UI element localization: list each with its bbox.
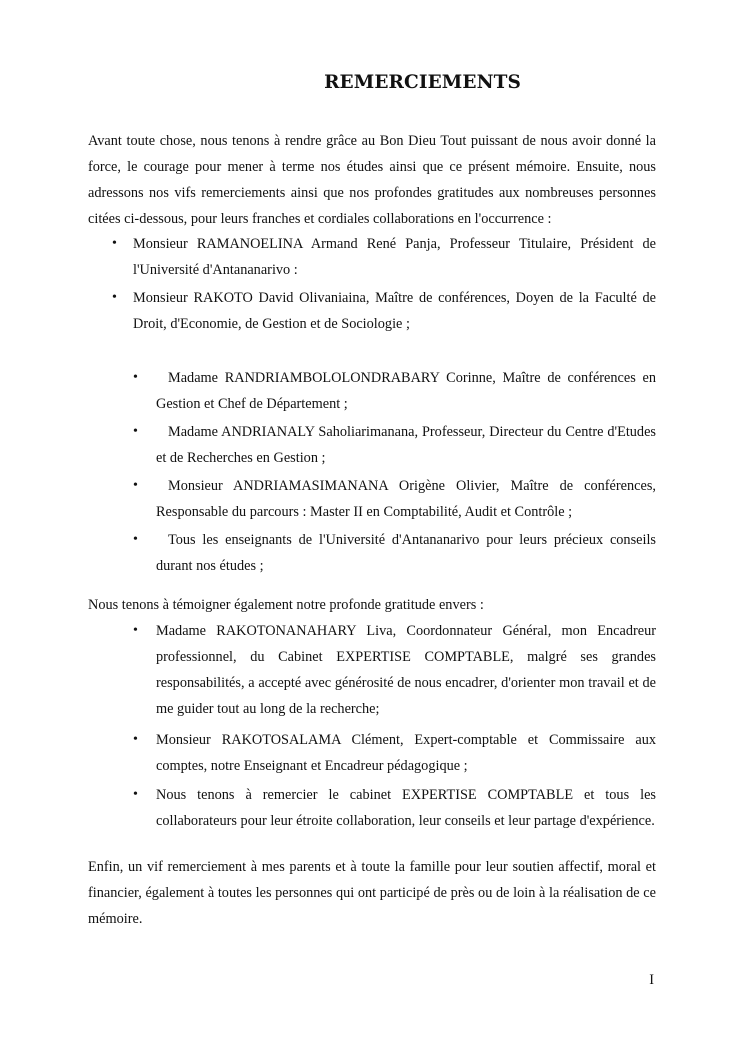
page-title: REMERCIEMENTS <box>324 72 521 93</box>
list-item <box>88 285 656 337</box>
closing-paragraph: Enfin, un vif remerciement à mes parents et à toute la famille pour leur soutien affectif, moral et financier, également à toutes les personnes qui ont participé de près ou de loin à la réalisation de ce mémoire. <box>88 859 656 927</box>
list-item <box>88 231 656 283</box>
list-item-text: Madame RANDRIAMBOLOLONDRABARY Corinne, Maître de conférences en Gestion et Chef de Département ; <box>156 370 656 412</box>
bullet-icon: • <box>133 787 138 802</box>
list-item <box>88 473 656 525</box>
officials-list <box>88 231 656 337</box>
list-item-text: Madame RAKOTONANAHARY Liva, Coordonnateur Général, mon Encadreur professionnel, du Cabinet EXPERTISE COMPTABLE, malgré ses grandes responsabilités, a accepté avec générosité de nous encadrer, d'orienter mon travail et de me guider tout au long de la recherche; <box>156 623 656 717</box>
list-item <box>88 527 656 579</box>
list-item <box>88 727 656 779</box>
intro-paragraph: Avant toute chose, nous tenons à rendre grâce au Bon Dieu Tout puissant de nous avoir donné la force, le courage pour mener à terme nos études ainsi que ce présent mémoire. Ensuite, nous adressons nos vifs remerciements ainsi que nos profondes gratitudes aux nombreuses personnes citées ci-dessous, pour leurs franches et cordiales collaborations en l'occurrence : <box>88 133 656 227</box>
bullet-icon: • <box>133 424 138 439</box>
list-item <box>88 782 656 834</box>
list-item-text: Nous tenons à remercier le cabinet EXPERTISE COMPTABLE et tous les collaborateurs pour leur étroite collaboration, leur conseils et leur partage d'expérience. <box>156 787 656 829</box>
gratitude-intro: Nous tenons à témoigner également notre profonde gratitude envers : <box>88 597 484 613</box>
bullet-icon: • <box>133 478 138 493</box>
faculty-list <box>88 365 656 579</box>
list-item-text: Monsieur ANDRIAMASIMANANA Origène Olivier, Maître de conférences, Responsable du parcours : Master II en Comptabilité, Audit et Contrôle ; <box>156 478 656 520</box>
page-number: I <box>649 972 654 988</box>
list-item-text: Tous les enseignants de l'Université d'Antananarivo pour leurs précieux conseils durant nos études ; <box>156 532 656 574</box>
bullet-icon: • <box>133 623 138 638</box>
bullet-icon: • <box>112 290 117 305</box>
list-item <box>88 365 656 417</box>
list-item-text: Madame ANDRIANALY Saholiarimanana, Professeur, Directeur du Centre d'Etudes et de Recherches en Gestion ; <box>156 424 656 466</box>
bullet-icon: • <box>133 532 138 547</box>
list-item-text: Monsieur RAKOTO David Olivaniaina, Maître de conférences, Doyen de la Faculté de Droit, d'Economie, de Gestion et de Sociologie ; <box>133 290 656 332</box>
bullet-icon: • <box>112 236 117 251</box>
bullet-icon: • <box>133 732 138 747</box>
list-item <box>88 419 656 471</box>
list-item <box>88 618 656 722</box>
list-item-text: Monsieur RAMANOELINA Armand René Panja, Professeur Titulaire, Président de l'Université d'Antananarivo : <box>133 236 656 278</box>
list-item-text: Monsieur RAKOTOSALAMA Clément, Expert-comptable et Commissaire aux comptes, notre Enseignant et Encadreur pédagogique ; <box>156 732 656 774</box>
bullet-icon: • <box>133 370 138 385</box>
supervisors-list <box>88 618 656 834</box>
